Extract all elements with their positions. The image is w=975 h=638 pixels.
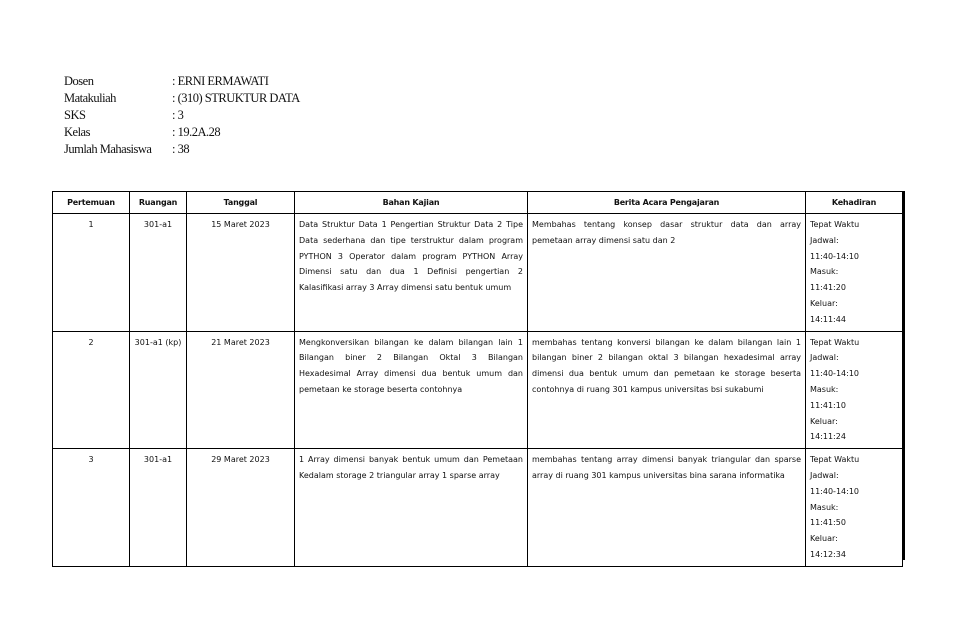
jumlah-value: : 38	[172, 142, 190, 156]
table-row	[53, 331, 903, 449]
col-header-ruangan: Ruangan	[130, 192, 187, 214]
cell-ruangan: 301-a1	[130, 449, 187, 567]
kehadiran-masuk-label: Masuk:	[810, 267, 839, 277]
col-header-tanggal: Tanggal	[187, 192, 295, 214]
kehadiran-keluar-label: Keluar:	[810, 534, 838, 544]
cell-pertemuan: 1	[53, 214, 130, 332]
cell-berita-acara: Membahas tentang konsep dasar struktur data dan array pemetaan array dimensi satu dan 2	[528, 214, 806, 332]
kehadiran-jadwal-label: Jadwal:	[810, 235, 839, 245]
info-matakuliah	[64, 90, 300, 107]
cell-berita-acara: membahas tentang konversi bilangan ke dalam bilangan lain 1 bilangan biner 2 bilangan oktal 3 bilangan hexadesimal array dimensi dua bentuk umum dan pemetaan ke storage beserta contohnya di ruang 301 kampus universitas bsi sukabumi	[528, 331, 806, 449]
matakuliah-label: Matakuliah	[64, 91, 116, 105]
kehadiran-masuk-label: Masuk:	[810, 384, 839, 394]
dosen-label: Dosen	[64, 74, 94, 88]
col-header-kehadiran: Kehadiran	[806, 192, 903, 214]
kehadiran-masuk-value: 11:41:50	[810, 518, 846, 528]
table-row	[53, 214, 903, 332]
cell-pertemuan: 3	[53, 449, 130, 567]
col-header-berita-acara: Berita Acara Pengajaran	[528, 192, 806, 214]
kehadiran-keluar-value: 14:11:24	[810, 432, 846, 442]
kehadiran-keluar-label: Keluar:	[810, 416, 838, 426]
dosen-value: : ERNI ERMAWATI	[172, 74, 269, 88]
info-sks	[64, 107, 300, 124]
kehadiran-keluar-label: Keluar:	[810, 298, 838, 308]
kehadiran-keluar-value: 14:11:44	[810, 314, 846, 324]
kehadiran-status: Tepat Waktu	[810, 337, 860, 347]
table-right-border	[903, 191, 905, 560]
jumlah-label: Jumlah Mahasiswa	[64, 142, 152, 156]
kehadiran-masuk-value: 11:41:20	[810, 283, 846, 293]
cell-tanggal: 15 Maret 2023	[187, 214, 295, 332]
col-header-pertemuan: Pertemuan	[53, 192, 130, 214]
cell-ruangan: 301-a1 (kp)	[130, 331, 187, 449]
kelas-value: : 19.2A.28	[172, 125, 221, 139]
cell-kehadiran	[806, 214, 903, 332]
kehadiran-keluar-value: 14:12:34	[810, 549, 846, 559]
sks-label: SKS	[64, 108, 86, 122]
kehadiran-jadwal-value: 11:40-14:10	[810, 251, 859, 261]
sks-value: : 3	[172, 108, 184, 122]
kehadiran-jadwal-label: Jadwal:	[810, 470, 839, 480]
cell-tanggal: 21 Maret 2023	[187, 331, 295, 449]
kehadiran-masuk-label: Masuk:	[810, 502, 839, 512]
teaching-log-table	[52, 191, 903, 567]
kehadiran-status: Tepat Waktu	[810, 220, 860, 229]
cell-kehadiran	[806, 331, 903, 449]
kehadiran-jadwal-label: Jadwal:	[810, 353, 839, 363]
cell-ruangan: 301-a1	[130, 214, 187, 332]
kehadiran-masuk-value: 11:41:10	[810, 400, 846, 410]
cell-pertemuan: 2	[53, 331, 130, 449]
cell-bahan-kajian: 1 Array dimensi banyak bentuk umum dan Pemetaan Kedalam storage 2 triangular array 1 sparse array	[295, 449, 528, 567]
matakuliah-value: : (310) STRUKTUR DATA	[172, 91, 300, 105]
info-dosen	[64, 73, 300, 90]
info-kelas	[64, 124, 300, 141]
cell-tanggal: 29 Maret 2023	[187, 449, 295, 567]
kehadiran-jadwal-value: 11:40-14:10	[810, 486, 859, 496]
info-jumlah	[64, 141, 300, 158]
kehadiran-jadwal-value: 11:40-14:10	[810, 369, 859, 379]
col-header-bahan-kajian: Bahan Kajian	[295, 192, 528, 214]
cell-bahan-kajian: Data Struktur Data 1 Pengertian Struktur Data 2 Tipe Data sederhana dan tipe terstruktur dalam program PYTHON 3 Operator dalam program PYTHON Array Dimensi satu dan dua 1 Definisi pengertian 2 Kalasifikasi array 3 Array dimensi satu bentuk umum	[295, 214, 528, 332]
cell-berita-acara: membahas tentang array dimensi banyak triangular dan sparse array di ruang 301 kampus universitas bina sarana informatika	[528, 449, 806, 567]
table-row	[53, 449, 903, 567]
cell-bahan-kajian: Mengkonversikan bilangan ke dalam bilangan lain 1 Bilangan biner 2 Bilangan Oktal 3 Bilangan Hexadesimal Array dimensi dua bentuk umum dan pemetaan ke storage beserta contohnya	[295, 331, 528, 449]
cell-kehadiran	[806, 449, 903, 567]
kehadiran-status: Tepat Waktu	[810, 455, 860, 465]
table-header-row	[53, 192, 903, 214]
kelas-label: Kelas	[64, 125, 90, 139]
course-info	[64, 73, 300, 158]
